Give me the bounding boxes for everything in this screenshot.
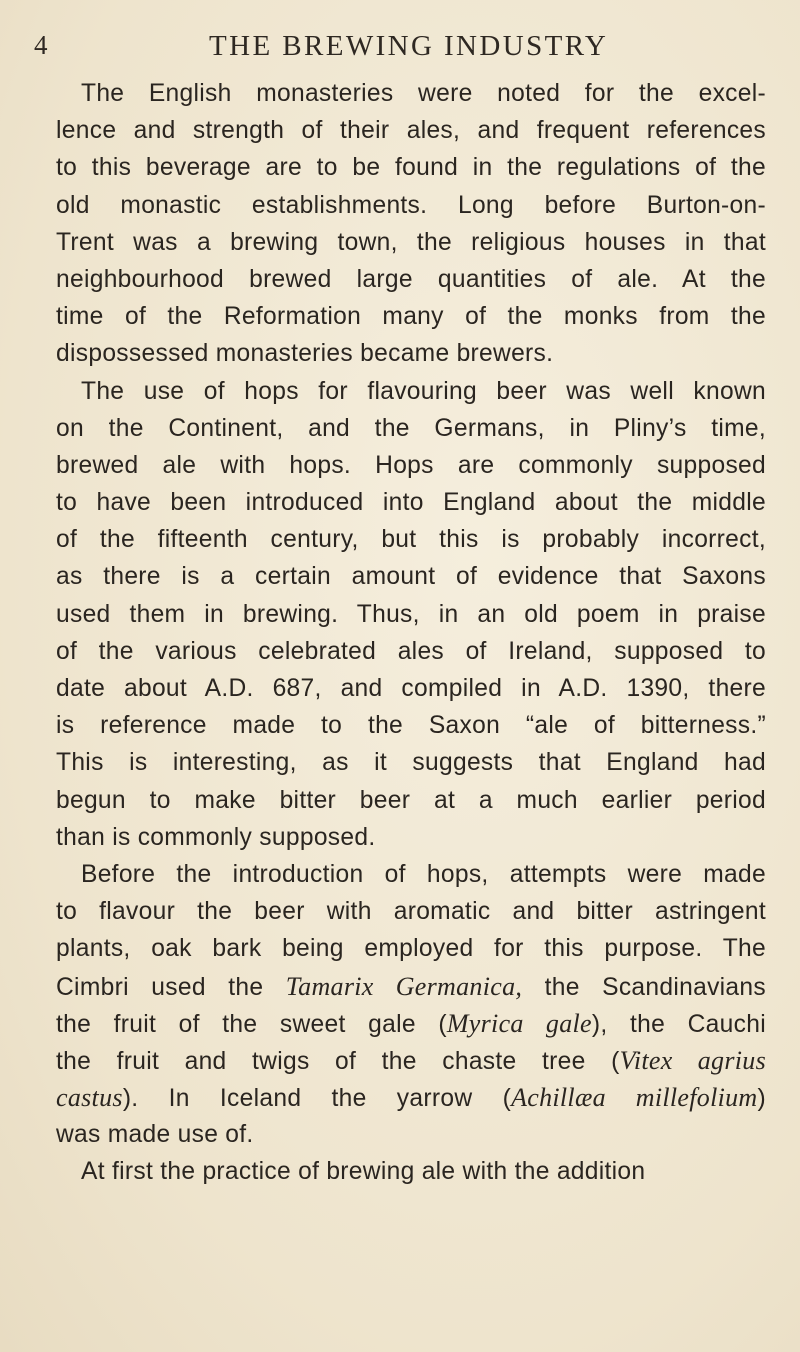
line-text: time of the Reformation many of the monks from the [56,303,766,331]
line-text: to this beverage are to be found in the regulations of the [56,154,766,182]
line-text: Trent was a brewing town, the religious houses in that [56,228,766,256]
text-line [56,187,766,224]
text-line [56,893,766,930]
line-text: begun to make bitter beer at a much earlier period [56,786,766,814]
italic-term: Achillæa millefolium [511,1083,758,1113]
italic-term: Vitex agrius [619,1045,766,1075]
page-number: 4 [34,30,49,60]
running-head [34,30,760,70]
line-text: as there is a certain amount of evidence that Saxons [56,563,766,591]
line-text: This is interesting, as it suggests that England had [56,749,766,777]
text-line [56,447,766,484]
body-text [56,75,766,1191]
text-line [56,744,766,781]
line-text: ). In Iceland the yarrow ( [122,1085,512,1113]
text-line [56,782,766,819]
text-line [56,856,766,893]
running-title: THE BREWING INDUSTRY [209,30,609,62]
text-line [56,558,766,595]
line-text: Cimbri used the [56,973,286,1001]
line-text: Before the introduction of hops, attempts were made [81,860,766,888]
line-text: The English monasteries were noted for the excel- [81,80,766,107]
text-line [56,410,766,447]
line-text: neighbourhood brewed large quantities of ale. At the [56,265,766,293]
text-line [56,149,766,186]
line-text: the fruit and twigs of the chaste tree ( [56,1047,620,1075]
text-line [56,819,766,856]
line-text: the Scandinavians [522,973,766,1001]
text-line [56,1079,766,1116]
line-text: was made use of. [56,1121,254,1149]
text-line [56,968,766,1005]
text-line [56,484,766,521]
line-text: of the various celebrated ales of Ireland, supposed to [56,637,766,665]
line-text: on the Continent, and the Germans, in Pliny’s time, [56,414,766,442]
line-text: is reference made to the Saxon “ale of bitterness.” [56,712,766,740]
text-line [56,1153,766,1190]
line-text: The use of hops for flavouring beer was well known [81,377,766,405]
line-text: ), the Cauchi [591,1010,766,1038]
line-text: of the fifteenth century, but this is probably incorrect, [56,526,766,554]
line-text: ) [757,1085,766,1113]
line-text: dispossessed monasteries became brewers. [56,340,554,368]
line-text: plants, oak bark being employed for this purpose. The [56,935,766,963]
text-line [56,633,766,670]
text-line [56,596,766,633]
text-line [56,670,766,707]
line-text: to flavour the beer with aromatic and bitter astringent [56,898,766,926]
line-text: to have been introduced into England about the middle [56,489,766,517]
line-text: brewed ale with hops. Hops are commonly supposed [56,451,766,479]
text-line [56,521,766,558]
line-text: date about A.D. 687, and compiled in A.D. 1390, there [56,675,766,702]
text-line [56,261,766,298]
text-line [56,298,766,335]
line-text: lence and strength of their ales, and frequent references [56,117,766,145]
italic-term: Tamarix Germanica, [285,971,523,1001]
text-line [56,373,766,410]
line-text: used them in brewing. Thus, in an old poem in praise [56,600,766,628]
text-line [56,930,766,967]
line-text: At first the practice of brewing ale with the addition [81,1158,646,1186]
text-line [56,224,766,261]
line-text: than is commonly supposed. [56,823,376,851]
text-line [56,1005,766,1042]
italic-term: castus [56,1083,123,1113]
text-line [56,75,766,112]
italic-term: Myrica gale [446,1008,592,1038]
line-text: old monastic establishments. Long before Burton-on- [56,191,766,219]
text-line [56,1042,766,1079]
text-line [56,335,766,372]
text-line [56,112,766,149]
text-line [56,1116,766,1153]
line-text: the fruit of the sweet gale ( [56,1010,447,1038]
text-line [56,707,766,744]
